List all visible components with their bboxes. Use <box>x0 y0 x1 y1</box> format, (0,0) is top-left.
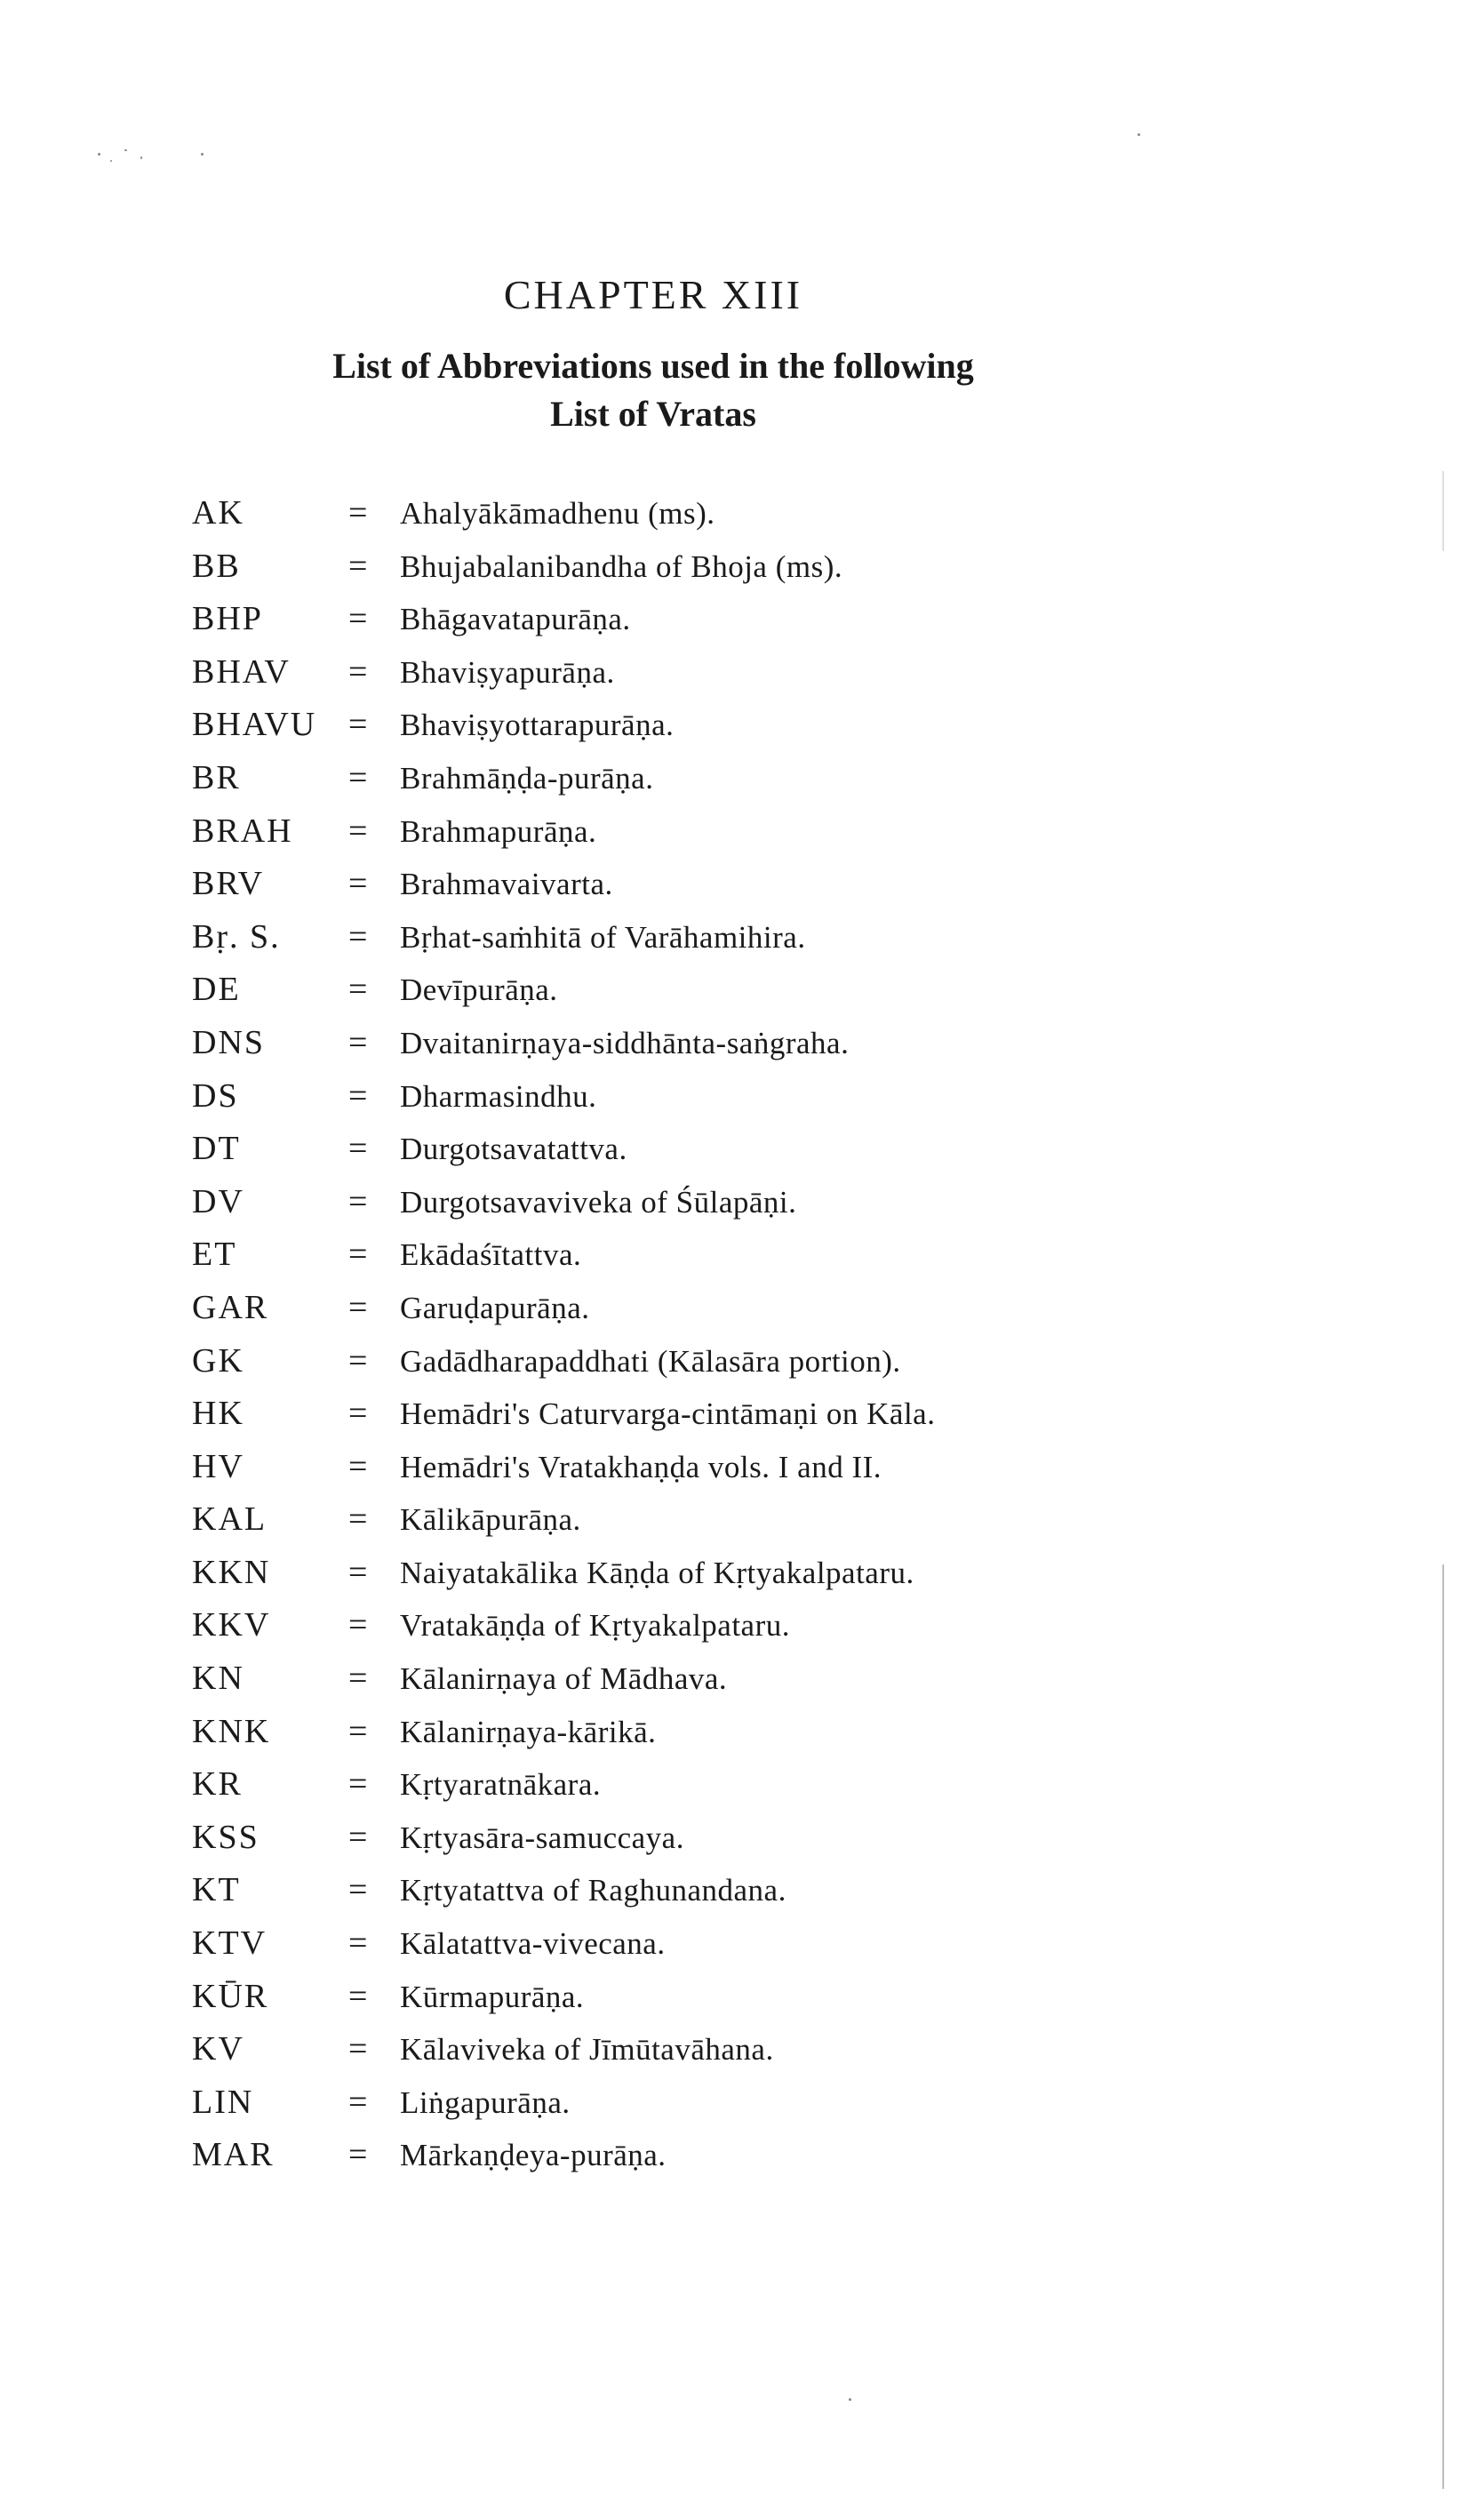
abbreviation-definition: Bhāgavatapurāṇa. <box>400 602 631 637</box>
abbreviation-definition: Bhujabalanibandha of Bhoja (ms). <box>400 548 843 584</box>
equals-sign: = <box>348 652 368 691</box>
abbreviation-definition: Gadādharapaddhati (Kālasāra portion). <box>400 1343 901 1379</box>
scan-speck <box>1138 133 1140 136</box>
abbreviation-entry <box>0 858 1469 911</box>
abbreviation-entry <box>0 1017 1469 1070</box>
equals-sign: = <box>348 547 368 585</box>
abbreviation: BRV <box>192 865 265 903</box>
list-subtitle-line-1: List of Abbreviations used in the following <box>332 346 974 386</box>
abbreviation-definition: Hemādri's Caturvarga-cintāmaṇi on Kāla. <box>400 1396 936 1432</box>
abbreviation-definition: Brahmāṇḍa-purāṇa. <box>400 760 654 796</box>
abbreviation-entry <box>0 593 1469 646</box>
abbreviation-entry <box>0 1547 1469 1600</box>
abbreviation-definition: Naiyatakālika Kāṇḍa of Kṛtyakalpataru. <box>400 1555 914 1590</box>
abbreviation: DNS <box>192 1023 266 1061</box>
abbreviation: BB <box>192 547 241 585</box>
abbreviation-definition: Hemādri's Vratakhaṇḍa vols. I and II. <box>400 1449 882 1484</box>
abbreviation-entry <box>0 646 1469 700</box>
equals-sign: = <box>348 1395 368 1433</box>
equals-sign: = <box>348 1765 368 1804</box>
equals-sign: = <box>348 2083 368 2121</box>
equals-sign: = <box>348 1341 368 1380</box>
equals-sign: = <box>348 1500 368 1539</box>
abbreviation: DS <box>192 1076 239 1115</box>
abbreviation-definition: Kālaviveka of Jīmūtavāhana. <box>400 2032 774 2068</box>
abbreviation-definition: Bṛhat-saṁhitā of Varāhamihira. <box>400 919 806 955</box>
equals-sign: = <box>348 1130 368 1168</box>
abbreviation: KR <box>192 1765 243 1804</box>
abbreviation-entry <box>0 1388 1469 1441</box>
equals-sign: = <box>348 1236 368 1274</box>
equals-sign: = <box>348 812 368 850</box>
abbreviation: KKN <box>192 1553 271 1591</box>
abbreviation-definition: Kṛtyasāra-samuccaya. <box>400 1820 684 1855</box>
abbreviation-entry <box>0 1917 1469 1971</box>
abbreviation-entry <box>0 1652 1469 1706</box>
abbreviation: KTV <box>192 1924 267 1963</box>
equals-sign: = <box>348 1818 368 1856</box>
scan-speck <box>140 156 142 159</box>
abbreviation-entry <box>0 2023 1469 2076</box>
equals-sign: = <box>348 971 368 1009</box>
abbreviation-entry <box>0 1812 1469 1865</box>
abbreviation: KT <box>192 1871 241 1909</box>
equals-sign: = <box>348 2030 368 2068</box>
abbreviation: KAL <box>192 1500 267 1539</box>
abbreviation-definition: Devīpurāṇa. <box>400 972 558 1008</box>
abbreviation-entry <box>0 1335 1469 1388</box>
abbreviation-definition: Ekādaśītattva. <box>400 1237 582 1273</box>
abbreviation-entry <box>0 1282 1469 1335</box>
abbreviation-definition: Liṅgapurāṇa. <box>400 2084 571 2120</box>
abbreviation-entry <box>0 487 1469 540</box>
equals-sign: = <box>348 1447 368 1485</box>
abbreviation-definition: Kālikāpurāṇa. <box>400 1502 581 1538</box>
abbreviation: KSS <box>192 1818 259 1856</box>
abbreviation: GAR <box>192 1288 269 1326</box>
abbreviation: BRAH <box>192 812 293 850</box>
abbreviation: AK <box>192 494 244 532</box>
equals-sign: = <box>348 1023 368 1061</box>
abbreviation: KŪR <box>192 1977 269 2015</box>
equals-sign: = <box>348 1871 368 1909</box>
abbreviation: DV <box>192 1182 244 1220</box>
abbreviation: HK <box>192 1395 244 1433</box>
equals-sign: = <box>348 865 368 903</box>
abbreviation-entry <box>0 911 1469 964</box>
equals-sign: = <box>348 1553 368 1591</box>
abbreviation-list <box>0 487 1469 2182</box>
equals-sign: = <box>348 1924 368 1963</box>
abbreviation: KKV <box>192 1606 271 1644</box>
abbreviation-definition: Dvaitanirṇaya-siddhānta-saṅgraha. <box>400 1025 850 1060</box>
abbreviation: LIN <box>192 2083 254 2121</box>
abbreviation: MAR <box>192 2136 275 2174</box>
abbreviation: GK <box>192 1341 244 1380</box>
abbreviation-entry <box>0 1706 1469 1759</box>
abbreviation-entry <box>0 1070 1469 1124</box>
equals-sign: = <box>348 1606 368 1644</box>
equals-sign: = <box>348 1712 368 1750</box>
scan-speck <box>124 149 127 151</box>
scan-speck <box>98 153 100 156</box>
abbreviation-definition: Ahalyākāmadhenu (ms). <box>400 496 715 531</box>
abbreviation-definition: Dharmasindhu. <box>400 1078 597 1114</box>
abbreviation-definition: Mārkaṇḍeya-purāṇa. <box>400 2138 667 2173</box>
abbreviation: BHP <box>192 600 263 638</box>
abbreviation-definition: Kālatattva-vivecana. <box>400 1926 666 1962</box>
chapter-heading: CHAPTER XIII <box>503 272 803 317</box>
abbreviation-entry <box>0 1971 1469 2024</box>
abbreviation-definition: Kṛtyaratnākara. <box>400 1767 602 1803</box>
abbreviation-definition: Garuḍapurāṇa. <box>400 1290 590 1325</box>
abbreviation-entry <box>0 1493 1469 1547</box>
equals-sign: = <box>348 494 368 532</box>
abbreviation-entry <box>0 1441 1469 1494</box>
abbreviation-definition: Kṛtyatattva of Raghunandana. <box>400 1873 786 1908</box>
abbreviation-definition: Brahmapurāṇa. <box>400 813 597 849</box>
equals-sign: = <box>348 1182 368 1220</box>
abbreviation-entry <box>0 1758 1469 1812</box>
equals-sign: = <box>348 1977 368 2015</box>
abbreviation-entry <box>0 964 1469 1017</box>
equals-sign: = <box>348 758 368 796</box>
abbreviation: ET <box>192 1236 237 1274</box>
abbreviation-entry <box>0 805 1469 859</box>
abbreviation: BHAVU <box>192 706 317 744</box>
abbreviation-definition: Bhaviṣyottarapurāṇa. <box>400 708 675 743</box>
equals-sign: = <box>348 1660 368 1698</box>
abbreviation-entry <box>0 1864 1469 1917</box>
equals-sign: = <box>348 706 368 744</box>
scan-speck <box>849 2398 851 2401</box>
abbreviation: KN <box>192 1660 244 1698</box>
abbreviation: BR <box>192 758 241 796</box>
abbreviation-definition: Kūrmapurāṇa. <box>400 1979 585 2014</box>
abbreviation-definition: Bhaviṣyapurāṇa. <box>400 654 615 690</box>
abbreviation-definition: Durgotsavatattva. <box>400 1132 627 1167</box>
abbreviation-definition: Durgotsavaviveka of Śūlapāṇi. <box>400 1184 797 1220</box>
abbreviation-entry <box>0 1123 1469 1176</box>
equals-sign: = <box>348 1076 368 1115</box>
abbreviation-entry <box>0 2129 1469 2182</box>
abbreviation-entry <box>0 1599 1469 1652</box>
abbreviation: DE <box>192 971 241 1009</box>
abbreviation: HV <box>192 1447 244 1485</box>
abbreviation: KNK <box>192 1712 271 1750</box>
abbreviation-definition: Kālanirṇaya-kārikā. <box>400 1714 657 1749</box>
abbreviation-entry <box>0 2076 1469 2130</box>
abbreviation: Bṛ. S. <box>192 917 281 956</box>
abbreviation-entry <box>0 1228 1469 1282</box>
abbreviation: DT <box>192 1130 241 1168</box>
equals-sign: = <box>348 1288 368 1326</box>
equals-sign: = <box>348 917 368 956</box>
equals-sign: = <box>348 2136 368 2174</box>
abbreviation-entry <box>0 1176 1469 1229</box>
list-subtitle-line-2: List of Vratas <box>550 394 756 434</box>
scan-speck <box>110 160 112 162</box>
abbreviation-entry <box>0 752 1469 805</box>
abbreviation-entry <box>0 540 1469 594</box>
abbreviation-entry <box>0 699 1469 752</box>
scan-speck <box>201 153 204 156</box>
abbreviation-definition: Kālanirṇaya of Mādhava. <box>400 1661 728 1697</box>
abbreviation: KV <box>192 2030 244 2068</box>
equals-sign: = <box>348 600 368 638</box>
abbreviation: BHAV <box>192 652 291 691</box>
abbreviation-definition: Vratakāṇḍa of Kṛtyakalpataru. <box>400 1608 790 1644</box>
abbreviation-definition: Brahmavaivarta. <box>400 867 613 902</box>
